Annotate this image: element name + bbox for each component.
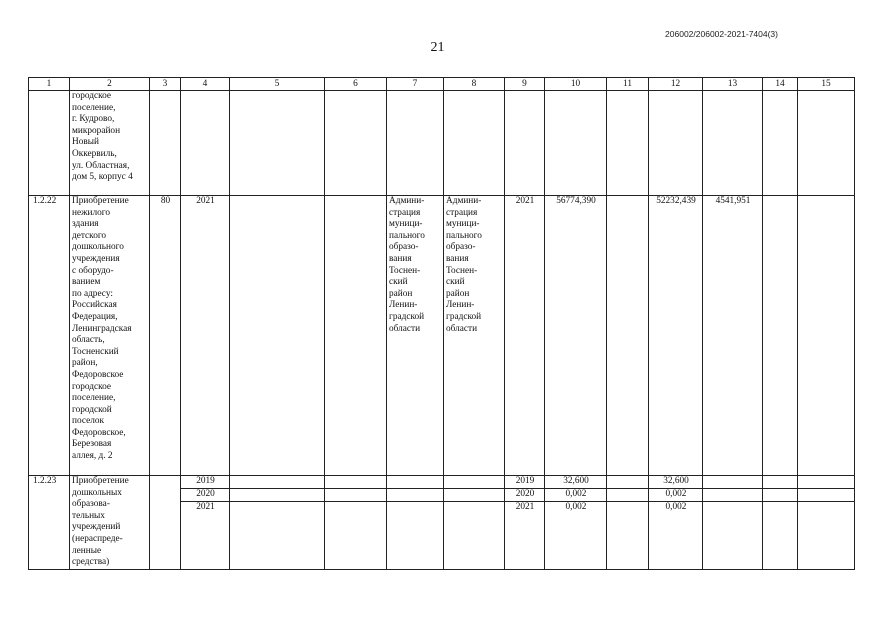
- object-description: Приобретение нежилого здания детского дошкольного учреждения с оборудо- ванием по адресу: Российская Федерация, Ленинградская область, Тосненский район, Федоровское городское поселение, городской поселок Федоровское, Березовая аллея, д. 2: [70, 196, 150, 476]
- amount-cell: 32,600: [649, 476, 703, 489]
- data-table: [28, 77, 855, 570]
- total-amount-cell: 0,002: [545, 502, 607, 570]
- amount-cell: 4541,951: [703, 196, 763, 476]
- header-cell: 5: [230, 78, 325, 91]
- header-cell: 8: [444, 78, 505, 91]
- header-cell: 10: [545, 78, 607, 91]
- header-cell: 3: [150, 78, 181, 91]
- year-cell: 2020: [505, 489, 545, 502]
- header-row: [29, 78, 855, 91]
- header-cell: 4: [181, 78, 230, 91]
- object-description: Приобретение дошкольных образова- тельных учреждений (нераспреде- ленные средства): [70, 476, 150, 570]
- amount-cell: 52232,439: [649, 196, 703, 476]
- customer-cell: Админи- страция муници- пального образо- вания Тоснен- ский район Ленин- градской области: [387, 196, 444, 476]
- capacity-cell: 80: [150, 196, 181, 476]
- document-number: 206002/206002-2021-7404(3): [665, 29, 778, 39]
- year-cell: 2019: [505, 476, 545, 489]
- header-cell: 7: [387, 78, 444, 91]
- header-cell: 13: [703, 78, 763, 91]
- header-cell: 2: [70, 78, 150, 91]
- total-amount-cell: 56774,390: [545, 196, 607, 476]
- item-number: 1.2.23: [29, 476, 70, 570]
- page-number: 21: [430, 40, 445, 55]
- amount-cell: 0,002: [649, 489, 703, 502]
- table-row: [29, 196, 855, 476]
- year-cell: 2021: [505, 502, 545, 570]
- year-cell: 2021: [181, 502, 230, 570]
- total-amount-cell: 0,002: [545, 489, 607, 502]
- year-cell: 2020: [181, 489, 230, 502]
- header-cell: 1: [29, 78, 70, 91]
- total-amount-cell: 32,600: [545, 476, 607, 489]
- amount-cell: 0,002: [649, 502, 703, 570]
- header-cell: 12: [649, 78, 703, 91]
- year-cell: 2019: [181, 476, 230, 489]
- header-cell: 6: [325, 78, 387, 91]
- developer-cell: Админи- страция муници- пального образо- вания Тоснен- ский район Ленин- градской области: [444, 196, 505, 476]
- header-cell: 11: [607, 78, 649, 91]
- year-cell: 2021: [505, 196, 545, 476]
- table-row: [29, 476, 855, 489]
- table-row-continuation: [29, 91, 855, 196]
- header-cell: 9: [505, 78, 545, 91]
- item-number: 1.2.22: [29, 196, 70, 476]
- year-cell: 2021: [181, 196, 230, 476]
- header-cell: 15: [798, 78, 855, 91]
- object-description: городское поселение, г. Кудрово, микрорайон Новый Оккервиль, ул. Областная, дом 5, корпус 4: [70, 91, 150, 196]
- header-cell: 14: [763, 78, 798, 91]
